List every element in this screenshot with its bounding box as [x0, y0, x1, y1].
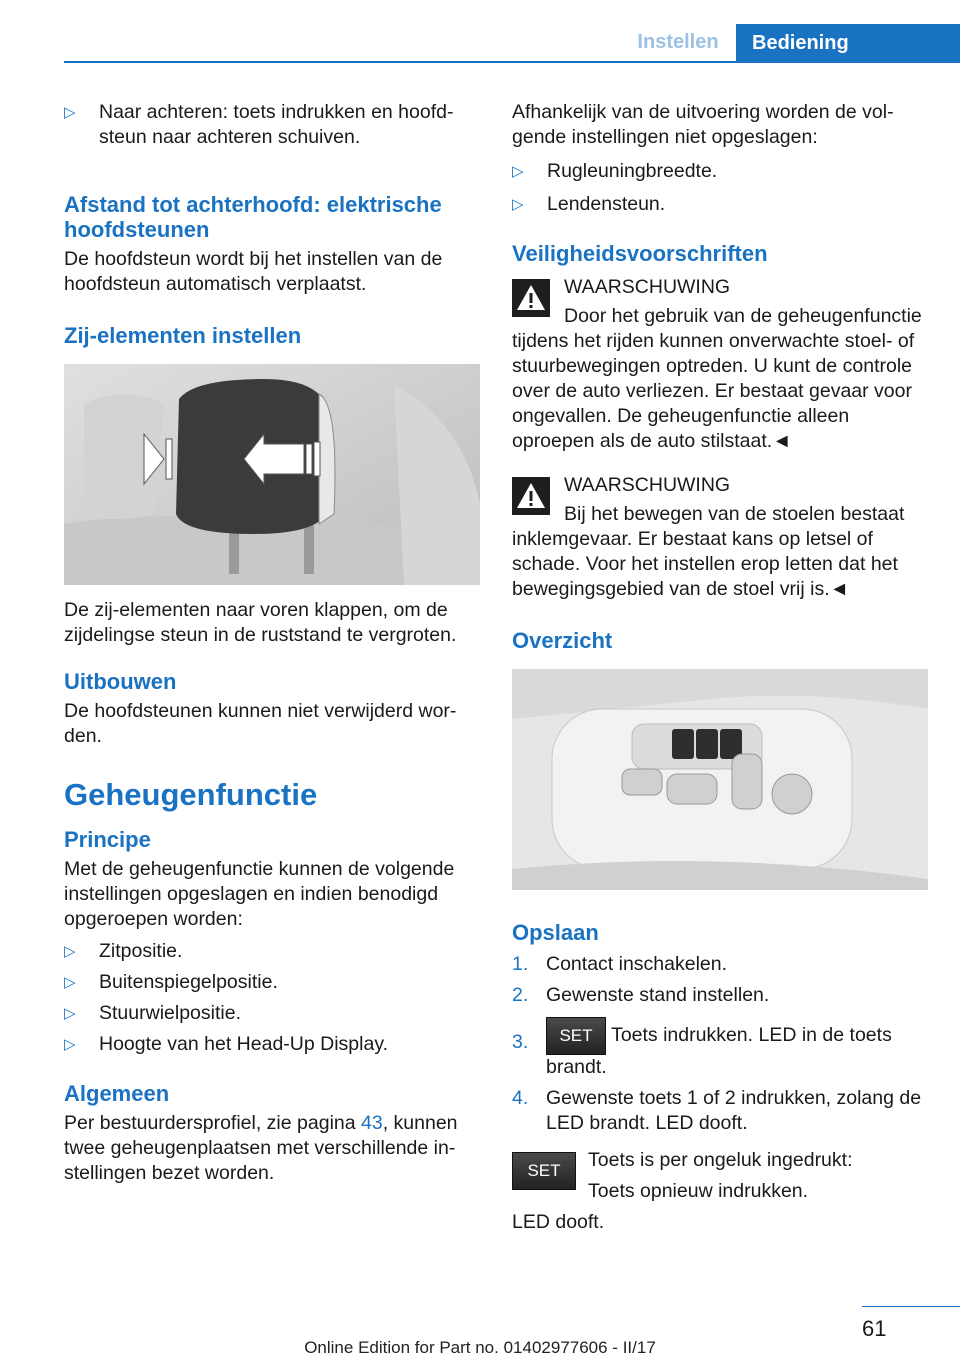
footer-rule — [862, 1306, 960, 1307]
heading-algemeen: Algemeen — [64, 1081, 170, 1106]
paragraph-algemeen — [64, 1111, 482, 1186]
heading-uitbouwen: Uitbouwen — [64, 669, 177, 694]
set-button-icon: SET — [512, 1152, 576, 1190]
warning-title: WAARSCHUWING — [564, 474, 731, 496]
list-item — [64, 100, 482, 150]
paragraph-uitbouwen: De hoofdsteunen kunnen niet verwijderd worden. — [64, 700, 457, 747]
heading-overzicht: Overzicht — [512, 628, 613, 653]
triangle-right-icon: ▷ — [512, 163, 524, 180]
triangle-right-icon: ▷ — [64, 974, 76, 991]
header-tab-instellen[interactable]: Instellen — [637, 31, 719, 53]
heading-afstand: Afstand tot achterhoofd: elektrische hoofdsteunen — [64, 192, 442, 242]
header-tab-bediening[interactable]: Bediening — [736, 24, 960, 63]
headrest-photo — [64, 364, 480, 585]
edition-footer: Online Edition for Part no. 01402977606 - II/17 — [304, 1338, 656, 1357]
paragraph-zij: De zij-elementen naar voren klappen, om de zijdelingse steun in de ruststand te vergroten. — [64, 599, 457, 646]
list-item — [64, 970, 482, 995]
heading-principe: Principe — [64, 827, 151, 852]
list-item-text: Stuurwielpositie. — [99, 1002, 241, 1024]
paragraph-text: Per bestuurdersprofiel, zie pagina — [64, 1112, 362, 1134]
seat-controls-photo — [512, 669, 928, 890]
paragraph-principe: Met de geheugenfunctie kunnen de volgende instellingen opgeslagen en indien benodigd opgeroepen worden: — [64, 858, 455, 930]
note-text: Toets opnieuw indrukken. — [588, 1180, 809, 1202]
list-item — [64, 939, 482, 964]
warning-triangle-icon — [512, 279, 550, 317]
list-item — [512, 159, 930, 184]
step-item — [512, 1017, 930, 1080]
warning-block-1 — [512, 275, 930, 300]
warning-triangle-icon — [512, 477, 550, 515]
paragraph-afstand: De hoofdsteun wordt bij het instellen van de hoofdsteun automatisch verplaatst. — [64, 248, 443, 295]
triangle-right-icon: ▷ — [512, 196, 524, 213]
heading-veiligheid: Veiligheidsvoorschriften — [512, 241, 768, 266]
triangle-right-icon: ▷ — [64, 1036, 76, 1053]
header-rule — [64, 61, 960, 63]
set-note — [512, 1148, 930, 1204]
step-number: 4. — [512, 1087, 529, 1109]
note-text: Toets is per ongeluk ingedrukt: — [588, 1149, 853, 1171]
paragraph-text: , kunnen twee geheugenplaatsen met verschillende instellingen bezet worden. — [64, 1112, 458, 1184]
step-number: 1. — [512, 953, 529, 975]
list-item-text: Zitpositie. — [99, 940, 183, 962]
list-item-text: Rugleuningbreedte. — [547, 160, 718, 182]
triangle-right-icon: ▷ — [64, 943, 76, 960]
heading-geheugenfunctie: Geheugenfunctie — [64, 777, 318, 812]
step-text: Gewenste stand instellen. — [546, 984, 770, 1006]
warning-title: WAARSCHUWING — [564, 276, 731, 298]
paragraph-intro: Afhankelijk van de uitvoering worden de volgende instellingen niet opgeslagen: — [512, 101, 894, 148]
not-saved-list — [512, 159, 930, 217]
step-text: Contact inschakelen. — [546, 953, 728, 975]
list-item — [64, 1001, 482, 1026]
heading-zij-elementen: Zij-elementen instellen — [64, 323, 302, 348]
left-column — [64, 100, 482, 1186]
page-link[interactable]: 43 — [361, 1112, 383, 1134]
heading-opslaan: Opslaan — [512, 920, 599, 945]
page-number: 61 — [862, 1316, 887, 1341]
step-item — [512, 1086, 930, 1136]
step-text: Gewenste toets 1 of 2 indrukken, zolang de LED brandt. LED dooft. — [546, 1087, 922, 1134]
warning-block-2 — [512, 473, 930, 498]
list-item — [512, 192, 930, 217]
warning-text: Bij het bewegen van de stoelen bestaat inklemgevaar. Er bestaat kans op letsel of schade. Voor het instellen erop letten dat het bewegingsgebied van de stoel vrij is.◄ — [512, 503, 905, 600]
set-button[interactable]: SET — [546, 1017, 606, 1055]
list-item-text: Buitenspiegelpositie. — [99, 971, 278, 993]
steps-list — [512, 952, 930, 1136]
right-column — [512, 100, 930, 1235]
step-text: Toets indrukken. LED in de toets brandt. — [546, 1024, 892, 1078]
step-item — [512, 952, 930, 977]
triangle-right-icon: ▷ — [64, 104, 76, 121]
memory-settings-list — [64, 939, 482, 1057]
list-item-text: Naar achteren: toets indrukken en hoofdsteun naar achteren schuiven. — [99, 101, 454, 148]
list-item-text: Hoogte van het Head-Up Display. — [99, 1033, 389, 1055]
step-number: 2. — [512, 984, 529, 1006]
note-text: LED dooft. — [512, 1211, 605, 1233]
triangle-right-icon: ▷ — [64, 1005, 76, 1022]
step-number: 3. — [512, 1031, 529, 1053]
list-item — [64, 1032, 482, 1057]
step-item — [512, 983, 930, 1008]
list-item-text: Lendensteun. — [547, 193, 666, 215]
warning-text: Door het gebruik van de geheugenfunctie tijdens het rijden kunnen onverwachte stoel- of stuurbewegingen optreden. U kunt de controle over de auto verliezen. Er bestaat gevaar voor ongevallen. De geheugenfunctie alleen oproepen als de auto stilstaat.◄ — [512, 305, 922, 452]
